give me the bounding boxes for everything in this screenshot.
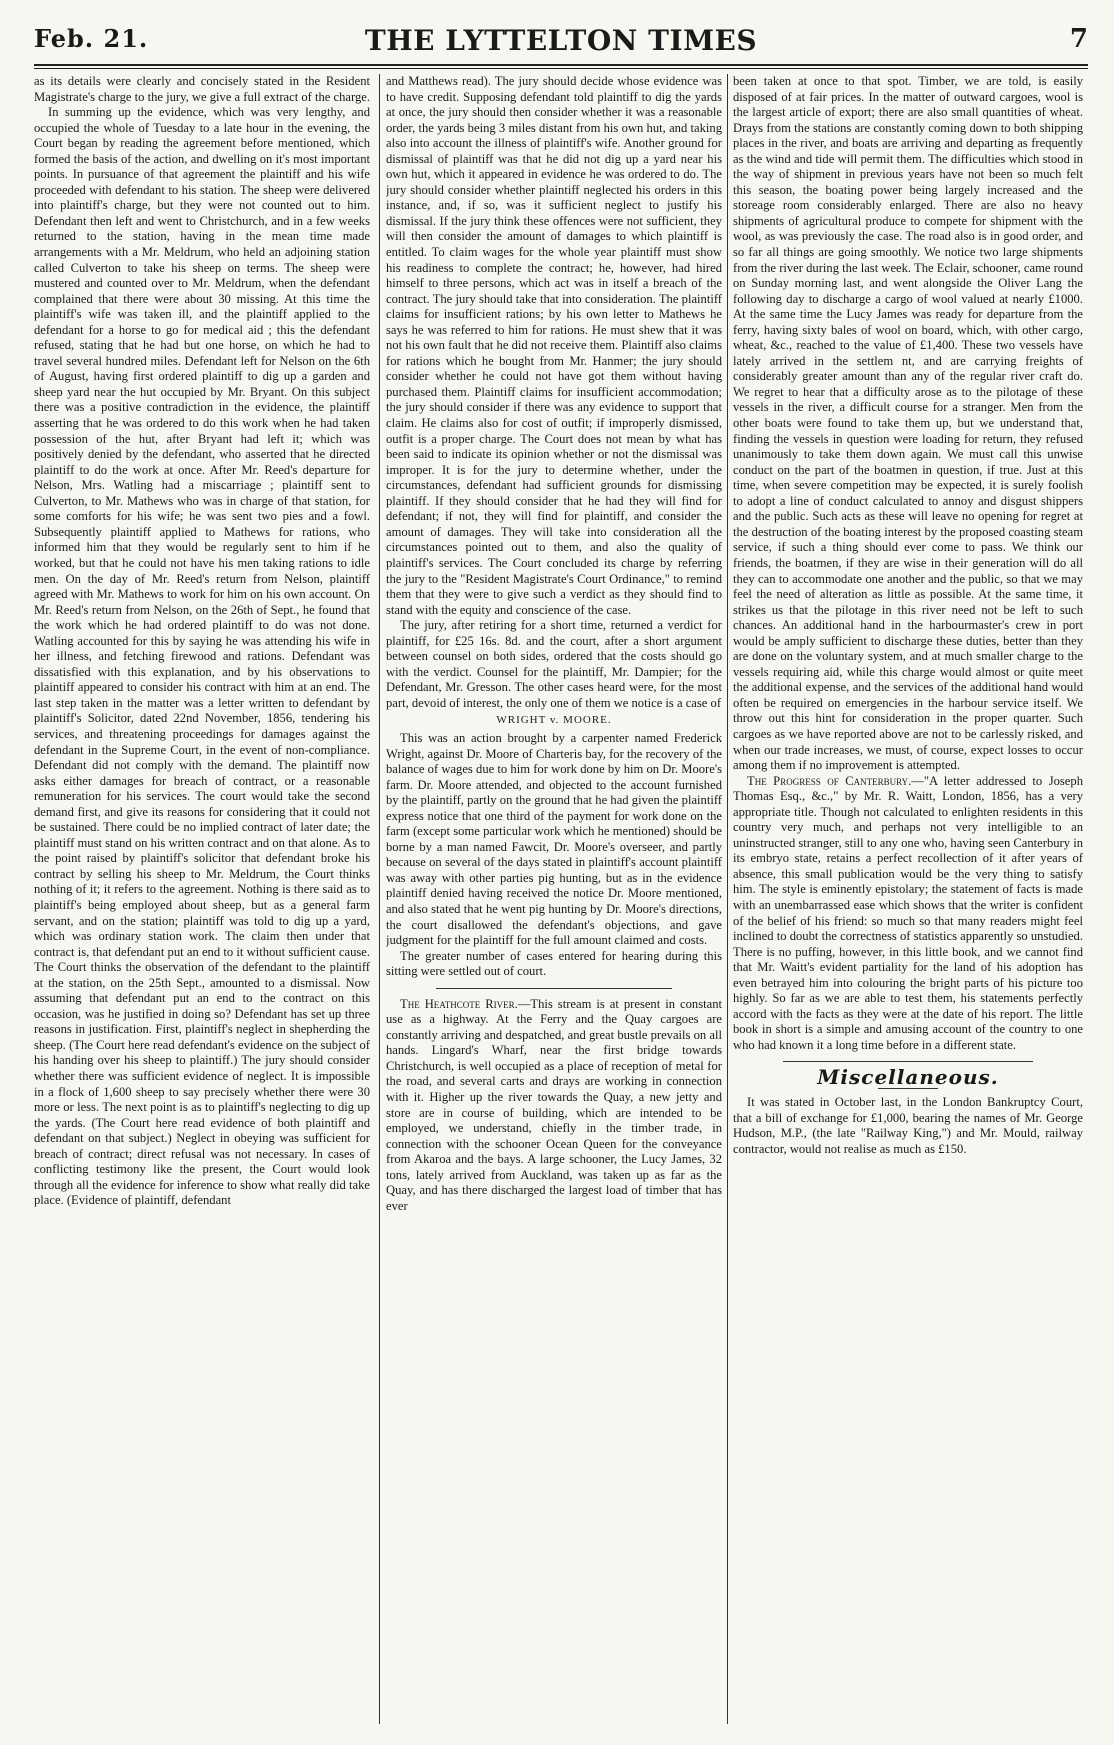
paragraph: In summing up the evidence, which was very lengthy, and occupied the whole of Tuesday to a late hour in the evening, the Court began by reading the agreement before mentioned, which formed the basis of the action, and dwelling on it's most important points. In pursuance of that agreement the plaintiff and his wife proceeded with defendant to his station. The sheep were delivered into plaintiff's charge, but they were not counted out to him. Defendant then left and went to Christchurch, and in a few weeks returned to the station, having in the mean time made arrangements with a Mr. Meldrum, who held an adjoining station called Culverton to take his sheep on terms. The sheep were mustered and counted over to Mr. Meldrum, when the defendant complained that there were about 30 missing. At this time the plaintiff's wife was taken ill, and the plaintiff applied to the defendant for a horse to go for medical aid ; this the defendant refused, stating that he had but one horse, on which he had to travel several hundred miles. Defendant left for Nelson on the 6th of August, having first ordered plaintiff to dig up a garden and sheep yard near the hut occupied by Mr. Bryant. On this subject there was a positive contradiction in the evidence, the plaintiff asserting that he was ordered to do this work when he had taken possession of the hut, after Bryant had left it; which was positively denied by the defendant, who asserted that he directed plaintiff to do the work at once. After Mr. Reed's departure for Nelson, Mrs. Watling had a miscarriage ; plaintiff sent to Culverton, to Mr. Mathews who was in charge of that station, for some comforts for his wife; he was sent two pies and a fowl. Subsequently plaintiff applied to Mathews for rations, who informed him that they would be regularly sent to him if he worked, but that he could not have his men taking rations to idle men. On the day of Mr. Reed's return from Nelson, plaintiff agreed with Mr. Mathews to work for him on his own account. On Mr. Reed's return from Nelson, on the 26th of Sept., he found that the work which he had ordered plaintiff to do was not done. Watling accounted for this by saying he was attending his wife in her illness, and fetching firewood and rations. Defendant was dissatisfied with this explanation, and by his observations to plaintiff appeared to consider his contract with him at an end. The last step taken in the matter was a letter written to defendant by plaintiff's Solicitor, dated 22nd November, 1856, tendering his services, and threatening proceedings for damages against the defendant in the Supreme Court, in the event of non-compliance. Defendant did not comply with the demand. The plaintiff now asks either damages for breach of contract, or a reasonable remuneration for his services. The court would take the second demand first, and give its reasons for considering that it could not be sustained. There could be no implied contract of later date; the plaintiff must stand on his written contract and on that alone. As to the point raised by plaintiff's solicitor that defendant broke his contract by selling his sheep to Mr. Meldrum, the Court thinks nothing of it; it refers to the agreement. Nothing is there said as to plaintiff's being employed about sheep, but as a general farm servant, and on the station; plaintiff was told to dig up a yard, which was ordinary station work. The claim then under that contract is, that defendant put an end to it without sufficient cause. The Court thinks the observation of the defendant to the plaintiff at the station, on the 25th Sept., amounted to a dismissal. Now assuming that defendant put an end to the contract on this occasion, was he justified in doing so? Defendant has set up three reasons in justification. First, plaintiff's neglect in shepherding the sheep. (The Court here read defendant's evidence on the subject of his handing over his sheep to plaintiff.) The jury should consider whether there was sufficient evidence of neglect. It is impossible in a flock of 1,600 sheep to say precisely whether there were 30 more or less. The next point is as to plaintiff's neglecting to dig up the yards. (The Court here read evidence of both plaintiff and defendant on that subject.) Neglect in obeying was sufficient for breach of contract; direct refusal was not necessary. In cases of conflicting testimony like the present, the Court would look through all the evidence for inference to show what really did take place. (Evidence of plaintiff, defendant — [34, 105, 370, 1208]
paragraph: been taken at once to that spot. Timber, we are told, is easily disposed of at fair prices. In the matter of outward cargoes, wool is the largest article of export; there are also small quantities of wheat. Drays from the stations are constantly coming down to both shipping places in the river, and boats are arriving and departing as frequently as the wind and tide will permit them. The difficulties which stood in the way of shipment in previous years have not been so much felt this season, the boating power being largely increased and the storeage room considerably enlarged. There are also no heavy shipments of agricultural produce to compete for shipment with the wool, as was previously the case. The road also is in good order, and so far all things are going smoothly. We notice two large shipments from the river during the last week. The Eclair, schooner, came round on Sunday morning last, and went alongside the Oliver Lang the following day to discharge a cargo of wool valued at nearly £1000. At the same time the Lucy James was ready for departure from the ferry, having sixty bales of wool on board, which, with other cargo, wheat, &c., reached to the value of £1,400. These two vessels have lately arrived in the settlem nt, and are carrying freights of considerably greater amount than any of the regular river craft do. We regret to hear that a difficulty arose as to the pilotage of these vessels in the river, a difficult course for a stranger. Men from the other boats were found to take them up, but we understand that, finding the vessels in question were loading for return, they refused unanimously to take them down again. We must call this unwise conduct on the part of the boatmen in question, if true. Just at this time, when severe competition may be expected, it is surely foolish to adopt a line of conduct calculated to annoy and disgust shippers and the public. Such acts as these will leave no opening for regret at the destruction of the boating interest by the proposed coasting steam service, if such a thing should ever come to pass. We think our friends, the boatmen, if they are wise in their generation will do all they can to accommodate one another and the public, so that we may feel the need of alteration as little as possible. At the same time, it strikes us that the pilotage in this river need not be left to such chances. An additional hand in the harbourmaster's crew in port would be amply sufficient to discharge these duties, better than they are done on the voluntary system, and at much smaller charge to the vessels requiring aid, while this charge would almost or quite meet the additional expense, and the services of the additional hand would often be required on emergencies in the harbour service itself. We throw out this hint for consideration in the proper quarter. Such cargoes as we have reported above are not to be carlessly risked, and when our trade increases, we must, of course, expect losses to occur among them if no improvement is attempted. — [733, 74, 1083, 773]
article-separator — [783, 1061, 1033, 1062]
article-progress-of-canterbury — [733, 774, 1083, 1054]
paragraph: It was stated in October last, in the London Bankruptcy Court, that a bill of exchange for £1,000, bearing the names of Mr. George Hudson, M.P., (the late "Railway King,") and Mr. Mould, railway contractor, would not realise as much as £150. — [733, 1095, 1083, 1156]
column-2 — [386, 74, 722, 1734]
case-title: WRIGHT v. MOORE. — [496, 714, 612, 727]
paragraph: The greater number of cases entered for hearing during this sitting were settled out of court. — [386, 948, 722, 979]
header-rule-thin — [34, 68, 1088, 69]
column-divider — [727, 74, 728, 1724]
article-text: —This stream is at present in constant use as a highway. At the Ferry and the Quay cargoes are constantly arriving and despatched, and great bustle prevails on all hands. Lingard's Wharf, near the first bridge towards Christchurch, is well occupied as a place of reception of metal for the road, and several carts and drays are working in connection with it. Higher up the river towards the Quay, a new jetty and store are in course of building, which are intended to be employed, we understand, chiefly in the timber trade, in connection with the schooner Ocean Queen for the conveyance from Akaroa and the bays. A large schooner, the Lucy James, 32 tons, lately arrived from Auckland, was taken up as far as the Quay, and has there discharged the largest load of timber that has ever — [386, 996, 722, 1213]
column-1 — [34, 74, 370, 1734]
article-heathcote-river — [386, 997, 722, 1215]
newspaper-title: THE LYTTELTON TIMES — [364, 24, 758, 57]
paragraph: as its details were clearly and concisely stated in the Resident Magistrate's charge to the jury, we give a full extract of the charge. — [34, 74, 370, 104]
article-text: —"A letter addressed to Joseph Thomas Esq., &c.," by Mr. R. Waitt, London, 1856, has a very appropriate title. Though not calculated to enlighten residents in this country very much, and perhaps not very intelligible to an uninstructed stranger, still to any one who, having seen Canterbury in its embryo state, retains a perfect recollection of it after years of absence, this small publication would be the very thing to satisfy him. The style is eminently epistolary; the statement of facts is made with an unembarrassed ease which shows that the writer is confident of the belief of his friend: so much so that many readers might feel inclined to doubt the correctness of statistics apparently so unstudied. There is no puffing, however, in this little book, and we cannot find that Mr. Waitt's evident partiality for the land of his adoption has even betrayed him into colouring the bright parts of his picture too highly. So far as we are able to test them, his statements perfectly accord with the facts as they were at the date of his report. The little book in short is a simple and amusing account of the country to one who had known it a long time before in a different state. — [733, 773, 1083, 1052]
article-separator — [436, 988, 672, 989]
issue-date: Feb. 21. — [34, 24, 149, 53]
column-divider — [379, 74, 380, 1724]
paragraph: This was an action brought by a carpenter named Frederick Wright, against Dr. Moore of Charteris bay, for the recovery of the balance of wages due to him for work done by him on Dr. Moore's farm. Dr. Moore attended, and objected to the account furnished by the plaintiff, partly on the ground that he had given the plaintiff express notice that one third of the payment for work done on the farm (except some particular work which he mentioned) should be borne by a man named Fawcit, Dr. Moore's overseer, and partly because on several of the days stated in plaintiff's account plaintiff was away with other parties pig hunting, but as in the evidence plaintiff denied having received the notice Dr. Moore mentioned, and also stated that he went pig hunting by Dr. Moore's directions, the court disallowed the defendant's objections, and gave judgment for the plaintiff for the full amount claimed and costs. — [386, 730, 722, 948]
paragraph: The jury, after retiring for a short time, returned a verdict for plaintiff, for £25 16s. 8d. and the court, after a short argument between counsel on both sides, ordered that the costs should go with the verdict. Counsel for the plaintiff, Mr. Dampier; for the Defendant, Mr. Gresson. The other cases heard were, for the most part, devoid of interest, the only one of them we notice is a case of — [386, 618, 722, 710]
article-heading: The Heathcote River. — [400, 996, 518, 1011]
paragraph: and Matthews read). The jury should decide whose evidence was to have credit. Supposing defendant told plaintiff to dig the yards at once, the jury should then consider whether it was a reasonable order, the yards being 3 miles distant from his own hut, and taking also into account the illness of plaintiff's wife. Another ground for dismissal of plaintiff was that he did not dig up a yard near his own hut, which it appeared in evidence he was ordered to do. The jury should consider whether plaintiff neglected his orders in this instance, and, if so, was it sufficient neglect to justify his dismissal. If the jury think these offences were not sufficient, they will then consider the amount of damages to which plaintiff is entitled. To claim wages for the whole year plaintiff must show his readiness to complete the contract; he, however, had hired himself to three persons, which act was in itself a breach of the contract. The jury should take that into consideration. The plaintiff claims for insufficient rations; by his own letter to Mathews he says he was referred to him for rations. He must shew that it was not his own fault that he did not receive them. Plaintiff also claims for rations which he bought from Mr. Hanmer; the jury should consider whether he could not have got them without having purchased them. Plaintiff claims for insufficient accommodation; the jury should consider if there was any evidence to support that claim. He claims also for cost of outfit; if improperly dismissed, outfit is a proper charge. The Court does not mean by what has been said to indicate its opinion whether or not the dismissal was improper. It is for the jury to determine whether, under the circumstances, defendant had sufficient grounds for dismissing plaintiff. If they should consider that he had they will find for defendant; if not, they will find for plaintiff, and consider the amount of damages. They will take into consideration all the circumstances pointed out to them, and also the quality of plaintiff's services. The Court concluded its charge by referring the jury to the "Resident Magistrate's Court Ordinance," to remind them that they were to give such a verdict as they should find to stand with the equity and conscience of the case. — [386, 74, 722, 617]
article-heading: The Progress of Canterbury. — [747, 773, 912, 788]
column-3 — [733, 74, 1083, 1734]
header-rule — [34, 64, 1088, 66]
masthead — [34, 6, 1088, 60]
page-number: 7 — [1069, 24, 1088, 54]
section-heading-miscellaneous: Miscellaneous. — [817, 1065, 999, 1090]
